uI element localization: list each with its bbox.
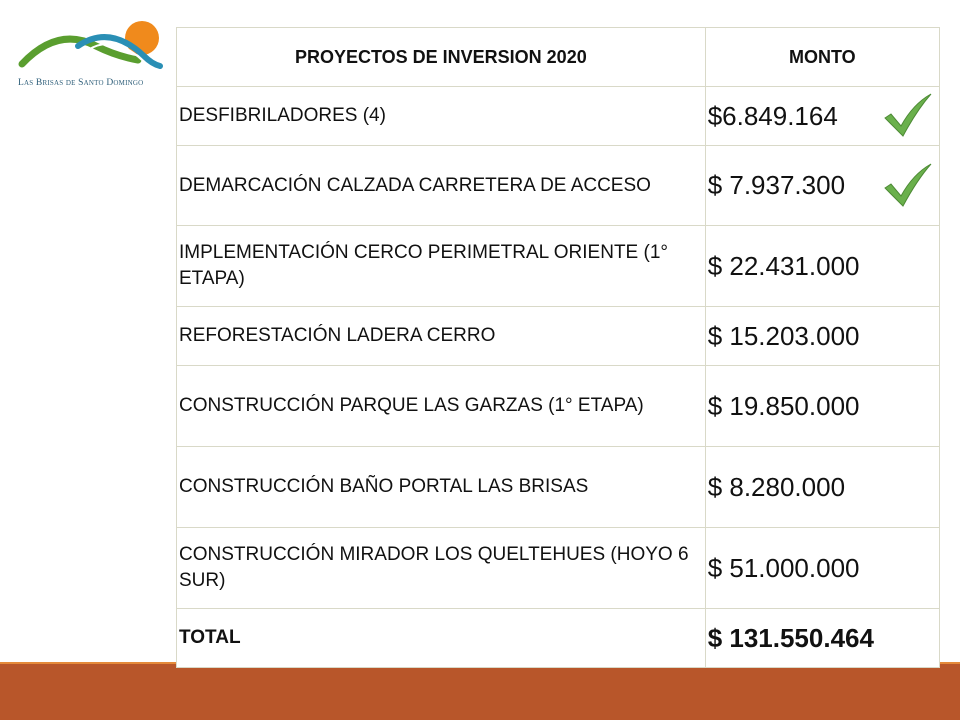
- logo: [18, 16, 168, 96]
- project-amount: $6.849.164: [707, 100, 838, 131]
- total-amount: $ 131.550.464: [705, 609, 939, 668]
- table-header-row: [177, 28, 940, 87]
- table-row: [177, 447, 940, 528]
- project-name: CONSTRUCCIÓN BAÑO PORTAL LAS BRISAS: [177, 447, 706, 528]
- checkmark-icon: [881, 160, 933, 210]
- project-name: DESFIBRILADORES (4): [177, 87, 706, 146]
- logo-mark-icon: [18, 16, 168, 76]
- total-label: TOTAL: [177, 609, 706, 668]
- project-amount: $ 51.000.000: [705, 528, 939, 609]
- table-row: [177, 307, 940, 366]
- projects-table: [176, 27, 940, 668]
- table-row: [177, 366, 940, 447]
- project-amount-cell: [705, 146, 939, 226]
- project-name: DEMARCACIÓN CALZADA CARRETERA DE ACCESO: [177, 146, 706, 226]
- project-name: CONSTRUCCIÓN PARQUE LAS GARZAS (1° ETAPA): [177, 366, 706, 447]
- project-amount: $ 19.850.000: [705, 366, 939, 447]
- project-amount-cell: [705, 87, 939, 146]
- table-row: [177, 226, 940, 307]
- project-amount: $ 7.937.300: [707, 170, 846, 200]
- project-name: REFORESTACIÓN LADERA CERRO: [177, 307, 706, 366]
- project-name: CONSTRUCCIÓN MIRADOR LOS QUELTEHUES (HOYO 6 SUR): [177, 528, 706, 609]
- total-row: [177, 609, 940, 668]
- project-name: IMPLEMENTACIÓN CERCO PERIMETRAL ORIENTE (1° ETAPA): [177, 226, 706, 307]
- table-row: [177, 146, 940, 226]
- table-row: [177, 87, 940, 146]
- checkmark-icon: [881, 90, 933, 140]
- header-amount: MONTO: [705, 28, 939, 87]
- bottom-bar: [0, 664, 960, 720]
- logo-text: Las Brisas de Santo Domingo: [18, 78, 144, 88]
- project-amount: $ 22.431.000: [705, 226, 939, 307]
- table-row: [177, 528, 940, 609]
- header-project: PROYECTOS DE INVERSION 2020: [177, 28, 706, 87]
- project-amount: $ 15.203.000: [705, 307, 939, 366]
- project-amount: $ 8.280.000: [705, 447, 939, 528]
